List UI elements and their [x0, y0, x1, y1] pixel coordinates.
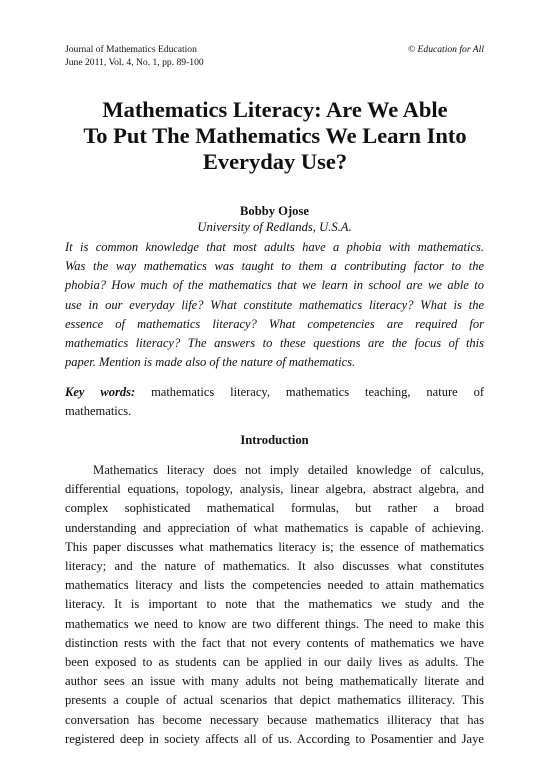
body-line: conversation has become necessary because mathematics illiteracy that has [65, 712, 484, 727]
abstract-line: paper. Mention is made also of the nature of mathematics. [65, 355, 356, 370]
keywords-text: mathematics literacy, mathematics teaching, nature of [151, 385, 485, 399]
body-line: understanding and appreciation of what mathematics is capable of achieving. [65, 520, 484, 535]
body-line: distinction rests with the fact that not every contents of mathematics we have [65, 635, 484, 650]
abstract-line: mathematics literacy? The answers to these questions are the focus of this [65, 336, 484, 351]
keywords-line [65, 383, 484, 402]
body-line: been exposed to as students can be applied in our daily lives as adults. The [65, 655, 484, 670]
copyright-notice: © Education for All [407, 44, 484, 55]
abstract-line: essence of mathematics literacy? What competencies are required for [65, 316, 484, 331]
keywords [65, 383, 484, 421]
title-line: Mathematics Literacy: Are We Able [102, 97, 448, 122]
body-line: differential equations, topology, analysis, linear algebra, abstract algebra, and [65, 482, 484, 497]
body-line: mathematics we need to know are two different things. The need to make this [65, 616, 484, 631]
keywords-line: mathematics. [65, 404, 132, 419]
body-line: author sees an issue with many adults not being mathematically literate and [65, 674, 484, 689]
title-line: To Put The Mathematics We Learn Into [83, 123, 467, 148]
body-line: This paper discusses what mathematics literacy is; the essence of mathematics [65, 539, 484, 554]
journal-name: Journal of Mathematics Education [65, 44, 197, 55]
keywords-label: Key words: [65, 385, 136, 399]
paper-title [60, 97, 490, 175]
body-paragraph [65, 461, 484, 749]
body-line: complex sophisticated mathematical formulas, but rather a broad [65, 501, 484, 516]
journal-info [65, 44, 204, 69]
body-line: mathematics literacy and lists the competencies needed to attain mathematics [65, 578, 484, 593]
body-line: presents a couple of actual scenarios that depict mathematics illiteracy. This [65, 693, 484, 708]
abstract-line: Was the way mathematics was taught to them a contributing factor to the [65, 259, 484, 274]
abstract-line: use in our everyday life? What constitute mathematics literacy? What is the [65, 297, 484, 312]
author-affiliation: University of Redlands, U.S.A. [197, 220, 352, 234]
author-name: Bobby Ojose [240, 204, 309, 218]
abstract [65, 238, 484, 372]
section-heading: Introduction [240, 433, 309, 447]
body-line: Mathematics literacy does not imply detailed knowledge of calculus, [93, 463, 484, 477]
body-line: literacy. It is important to note that the mathematics we study and the [65, 597, 484, 612]
title-line: Everyday Use? [202, 149, 348, 174]
abstract-line: It is common knowledge that most adults have a phobia with mathematics. [65, 240, 484, 254]
abstract-line: phobia? How much of the mathematics that we learn in school are we able to [65, 278, 484, 293]
journal-issue: June 2011, Vol. 4, No. 1, pp. 89-100 [65, 56, 204, 68]
body-line: literacy; and the nature of mathematics. It also discusses what constitutes [65, 559, 484, 574]
body-line: registered deep in society affects all of us. According to Posamentier and Jaye [65, 731, 484, 746]
